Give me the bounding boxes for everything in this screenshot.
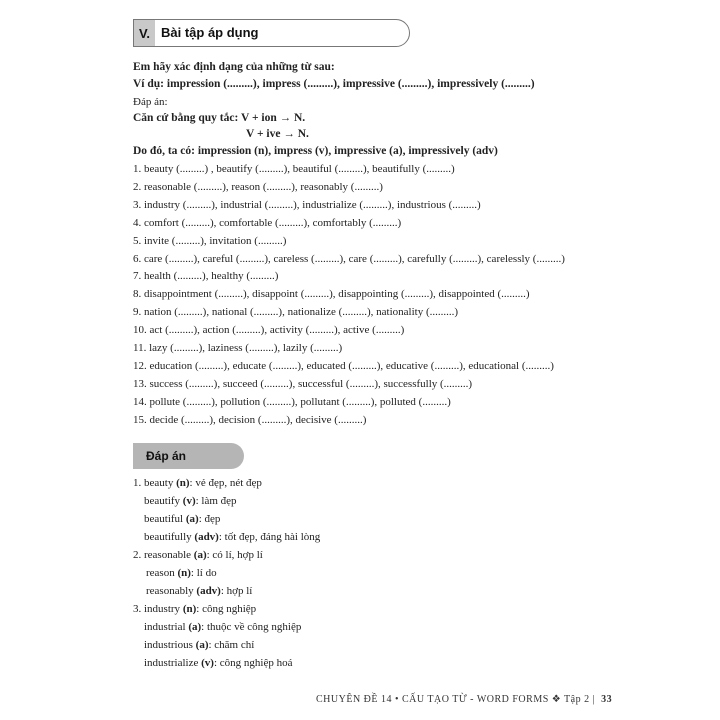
answer-meaning: : làm đẹp (195, 495, 237, 507)
page-footer (316, 694, 612, 705)
answer-word: beautiful (144, 513, 184, 525)
exercise-item: 12. education (.........), educate (.........), educated (.........), educative (.........), educational (.........) (133, 359, 554, 372)
exercise-item: 4. comfort (.........), comfortable (.........), comfortably (.........) (133, 216, 402, 229)
answer-meaning: : hợp lí (220, 585, 253, 597)
answer-word: reasonably (146, 585, 194, 597)
rule-line-2: V + ive → N. (246, 128, 309, 140)
conclusion-line: Do đó, ta có: impression (n), impress (v), impressive (a), impressively (adv) (133, 145, 498, 157)
section-header (133, 19, 410, 47)
answer-word: 2. reasonable (133, 549, 192, 561)
section-number: V. (134, 20, 155, 46)
exercise-item: 13. success (.........), succeed (.........), successful (.........), successfully (.........) (133, 377, 473, 390)
exercise-item: 8. disappointment (.........), disappoint (.........), disappointing (.........), disappointed (.........) (133, 288, 530, 301)
answer-word: 1. beauty (133, 477, 174, 489)
answer-word: industrial (144, 621, 186, 633)
answer-word: industrialize (144, 657, 199, 669)
exercise-item: 15. decide (.........), decision (.........), decisive (.........) (133, 413, 367, 426)
answer-pos: (adv) (196, 585, 221, 597)
answer-meaning: : có lí, hợp lí (206, 549, 263, 561)
answer-pos: (adv) (194, 531, 219, 543)
answer-word: beautifully (144, 531, 192, 543)
answer-item (144, 531, 320, 543)
answer-meaning: : tốt đẹp, đáng hài lòng (218, 531, 321, 543)
instruction: Em hãy xác định dạng của những từ sau: (133, 61, 335, 73)
exercise-item: 14. pollute (.........), pollution (.........), pollutant (.........), polluted (.........) (133, 395, 451, 408)
answer-meaning: : lí do (190, 567, 217, 579)
answer-item (144, 621, 301, 633)
example-line: Ví dụ: impression (.........), impress (.........), impressive (.........), impressively (.........) (133, 78, 535, 90)
answer-pos: (v) (182, 495, 196, 507)
answer-pos: (a) (195, 639, 209, 651)
answer-word: industrious (144, 639, 193, 651)
answer-item (133, 477, 262, 489)
answer-item (146, 567, 217, 579)
answer-meaning: : thuộc về công nghiệp (201, 621, 302, 633)
exercise-item: 5. invite (.........), invitation (.........) (133, 234, 287, 247)
exercise-item: 3. industry (.........), industrial (.........), industrialize (.........), industrious (.........) (133, 198, 481, 211)
exercise-item: 10. act (.........), action (.........), activity (.........), active (.........) (133, 324, 405, 337)
answer-item (133, 603, 256, 615)
answer-word: 3. industry (133, 603, 181, 615)
answer-pos: (a) (188, 621, 202, 633)
answer-pos: (n) (182, 603, 197, 615)
exercise-item: 7. health (.........), healthy (.........) (133, 270, 279, 283)
answer-pos: (a) (193, 549, 207, 561)
answer-item (144, 513, 220, 525)
answer-pos: (v) (201, 657, 214, 669)
answers-header (133, 443, 244, 469)
section-title: Bài tập áp dụng (161, 25, 259, 40)
answer-item (144, 657, 292, 669)
exercise-item: 1. beauty (.........) , beautify (.........), beautiful (.........), beautifully (.........) (133, 163, 455, 175)
answer-pos: (n) (177, 567, 191, 579)
answer-word: reason (146, 567, 175, 579)
answers-title: Đáp án (146, 449, 187, 463)
answer-meaning: : đẹp (198, 513, 221, 525)
answer-meaning: : vẻ đẹp, nét đẹp (189, 477, 262, 489)
answer-label: Đáp án: (133, 96, 168, 108)
answer-item (146, 585, 252, 597)
answer-meaning: : công nghiệp hoá (213, 657, 293, 669)
footer-text: CHUYÊN ĐỀ 14 • CẤU TẠO TỪ - WORD FORMS ❖ Tập 2 | (316, 694, 596, 705)
answer-item (144, 639, 254, 651)
answer-item (133, 549, 263, 561)
rule-line-1: Căn cứ bằng quy tắc: V + ion → N. (133, 112, 306, 124)
exercise-item: 11. lazy (.........), laziness (.........), lazily (.........) (133, 342, 343, 354)
answer-meaning: : công nghiệp (196, 603, 257, 615)
answer-item (144, 495, 237, 507)
answer-meaning: : chăm chỉ (208, 639, 255, 651)
exercise-item: 2. reasonable (.........), reason (.........), reasonably (.........) (133, 180, 383, 193)
answer-word: beautify (144, 495, 181, 507)
answer-pos: (n) (176, 477, 190, 489)
page-number: 33 (601, 694, 613, 705)
exercise-item: 6. care (.........), careful (.........), careless (.........), care (.........), carefully (.........), carelessly (.........) (133, 252, 565, 265)
answer-pos: (a) (185, 513, 199, 525)
exercise-item: 9. nation (.........), national (.........), nationalize (.........), nationality (.........) (133, 306, 459, 319)
